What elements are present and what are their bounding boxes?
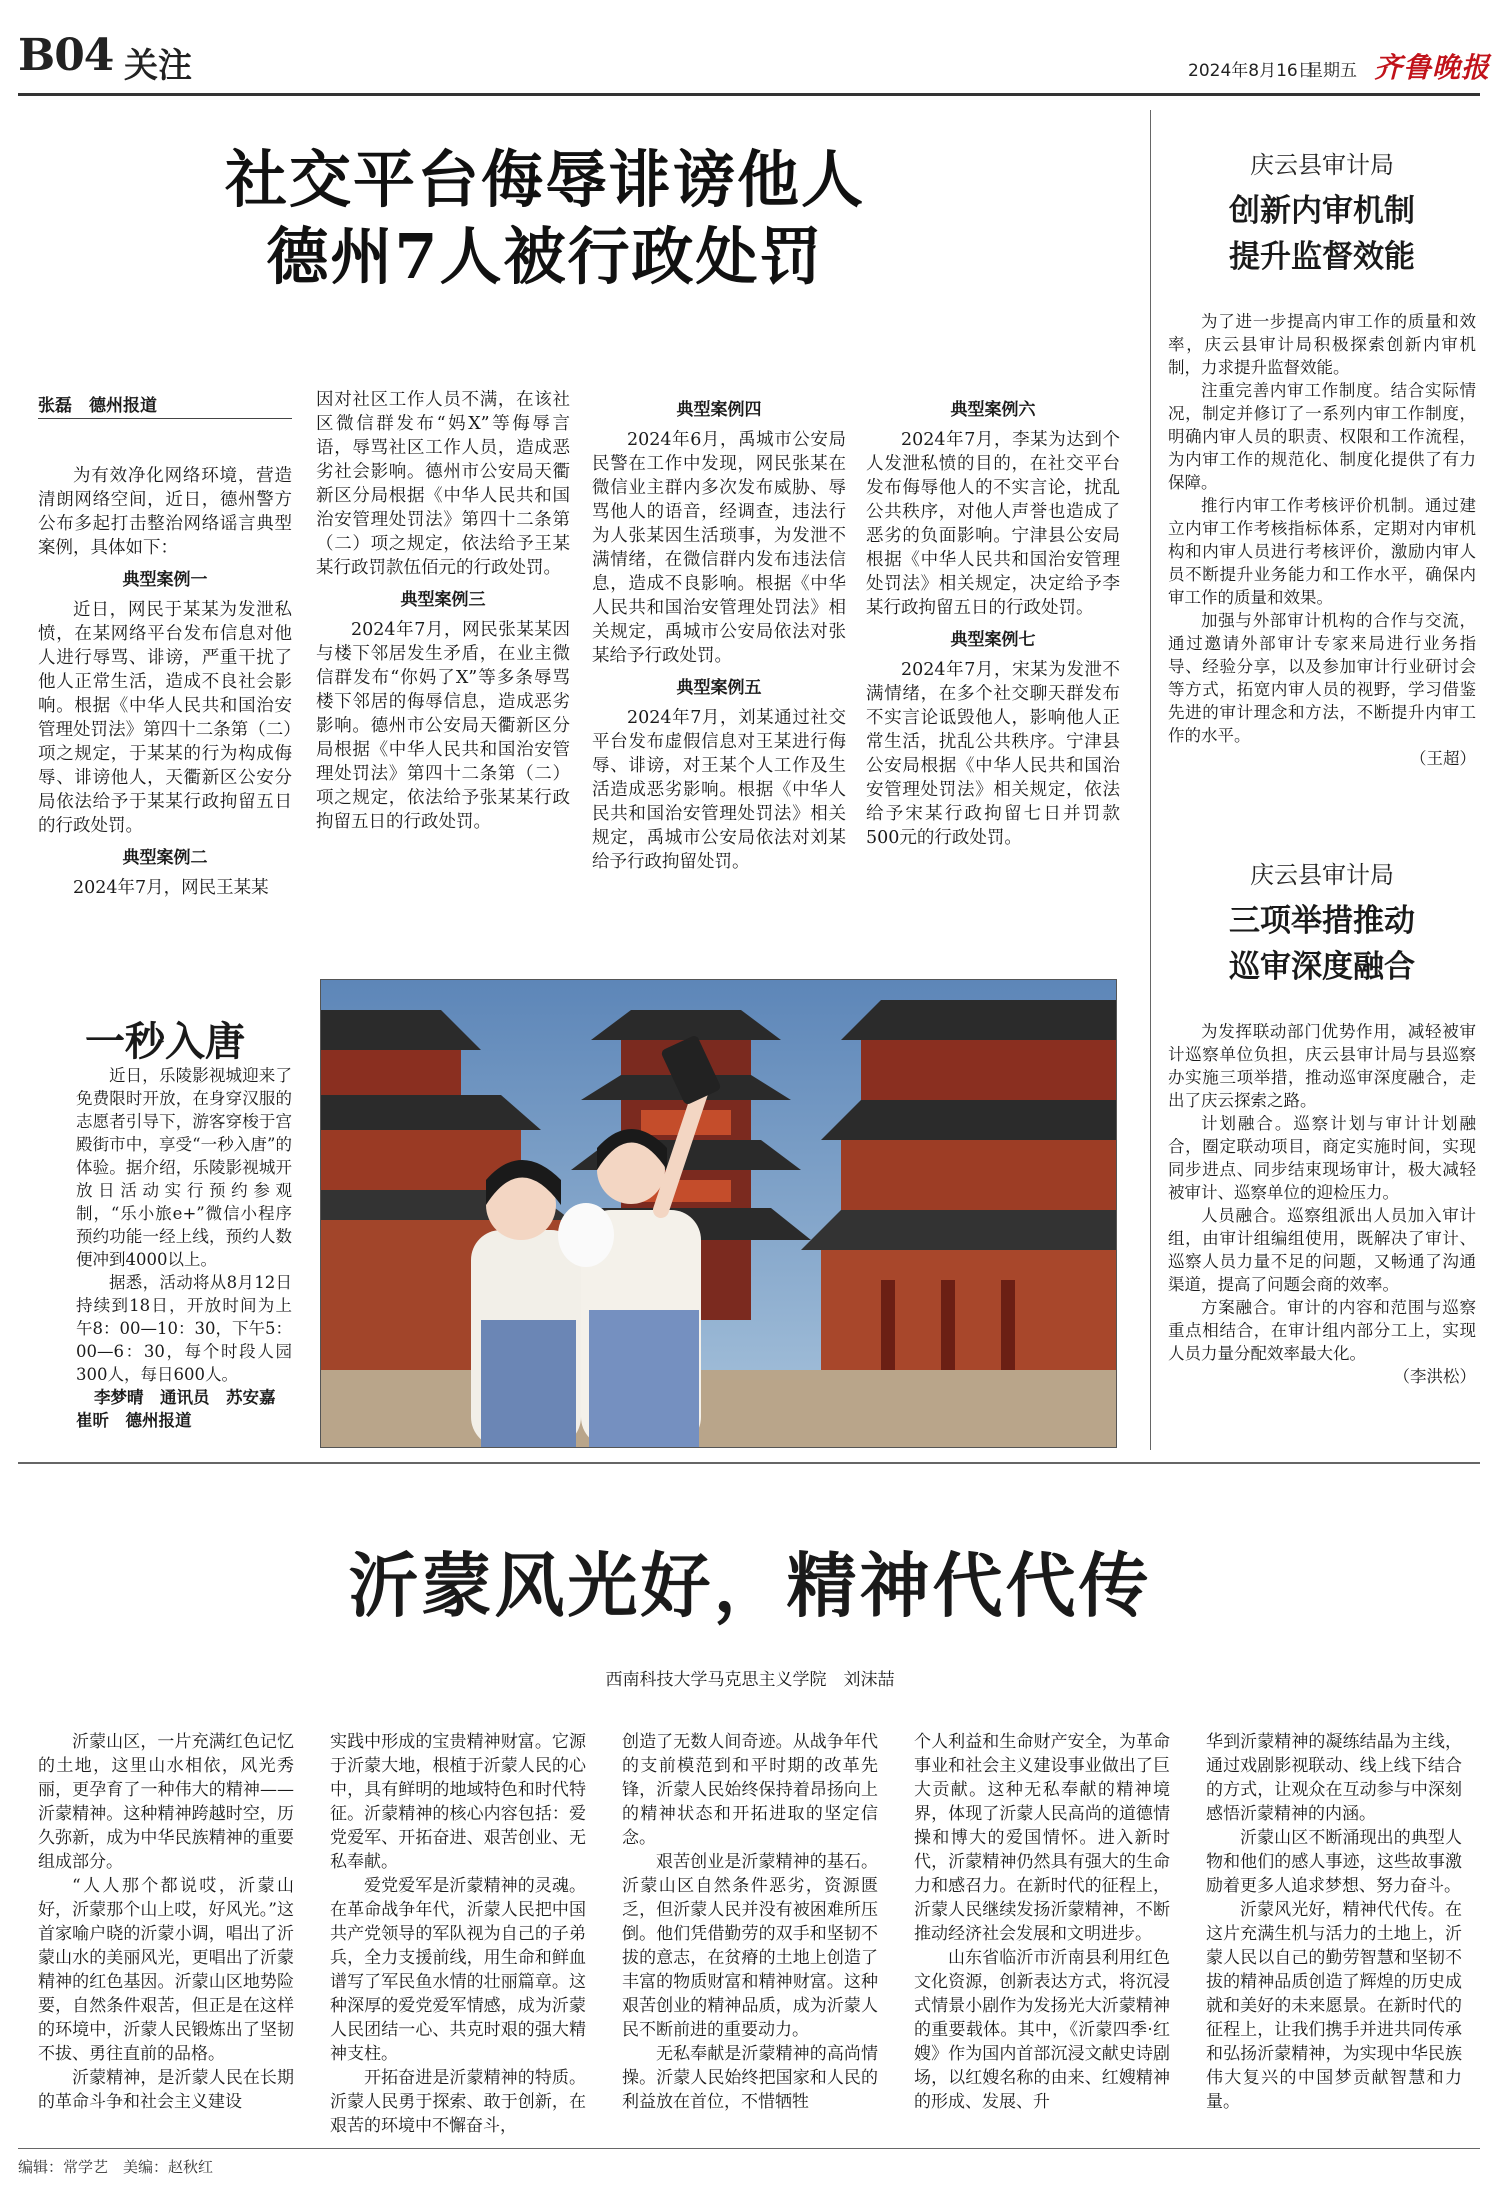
headline-line1: 社交平台侮辱诽谤他人: [224, 143, 865, 216]
article2-col5: [1206, 1730, 1462, 2114]
photo-story-p2: 据悉，活动将从8月12日持续到18日，开放时间为上午8：00—10：30，下午5：00—6：30，每个时段人园300人，每日600人。: [76, 1273, 292, 1384]
article1-col4: [866, 398, 1120, 850]
a2c4-p2: 山东省临沂市沂南县利用红色文化资源，创新表达方式，将沉浸式情景小剧作为发扬光大沂蒙精神的重要载体。其中，《沂蒙四季·红嫂》作为国内首部沉浸文献史诗剧场，以红嫂名称的由来、红嫂精神的形成、发展、升: [914, 1948, 1170, 2112]
sidebar1-title-line2: 提升监督效能: [1229, 239, 1415, 275]
case7-text: 2024年7月，宋某为发泄不满情绪，在多个社交聊天群发布不实言论诋毁他人，影响他人正常生活，扰乱公共秩序。宁津县公安局根据《中华人民共和国治安管理处罚法》相关规定，依法给予宋某行政拘留七日并罚款500元的行政处罚。: [866, 660, 1120, 848]
case4-title: 典型案例四: [676, 400, 762, 420]
a2c1-p2: “人人那个都说哎，沂蒙山好，沂蒙那个山上哎，好风光。”这首家喻户晓的沂蒙小调，唱出了沂蒙山水的美丽风光，更唱出了沂蒙精神的红色基因。沂蒙山区地势险要，自然条件艰苦，但正是在这样的环境中，沂蒙人民锻炼出了坚韧不拔、勇往直前的品格。: [38, 1876, 294, 2064]
a2c2-p2: 爱党爱军是沂蒙精神的灵魂。在革命战争年代，沂蒙人民把中国共产党领导的军队视为自己的子弟兵，全力支援前线，用生命和鲜血谱写了军民鱼水情的壮丽篇章。这种深厚的爱党爱军情感，成为沂蒙人民团结一心、共克时艰的强大精神支柱。: [330, 1876, 586, 2064]
case3-text: 2024年7月，网民张某某因与楼下邻居发生矛盾，在业主微信群发布“你妈了X”等多条辱骂楼下邻居的侮辱信息，造成恶劣影响。德州市公安局天衢新区分局根据《中华人民共和国治安管理处罚法》第四十二条第（二）项之规定，依法给予张某某行政拘留五日的行政处罚。: [316, 620, 570, 832]
case1-title: 典型案例一: [122, 570, 208, 590]
article1-byline: 张磊 德州报道: [38, 396, 157, 416]
sidebar2: [1168, 860, 1476, 1388]
case3-title: 典型案例三: [400, 590, 486, 610]
a2c3-p1: 创造了无数人间奇迹。从战争年代的支前模范到和平时期的改革先锋，沂蒙人民始终保持着昂扬向上的精神状态和开拓进取的坚定信念。: [622, 1732, 878, 1848]
issue-weekday: 星期五: [1306, 61, 1357, 81]
article1-col3: [592, 398, 846, 874]
a2c1-p3: 沂蒙精神，是沂蒙人民在长期的革命斗争和社会主义建设: [38, 2068, 294, 2112]
article2-col3: [622, 1730, 878, 2114]
section-rule: [18, 1462, 1480, 1464]
article2-byline: 西南科技大学马克思主义学院 刘沫喆: [605, 1670, 895, 1690]
sidebar2-p4: 方案融合。审计的内容和范围与巡察重点相结合，在审计组内部分工上，实现人员力量分配效率最大化。: [1168, 1298, 1476, 1363]
sidebar1-title: [1168, 188, 1476, 280]
sidebar2-p1: 为发挥联动部门优势作用，减轻被审计巡察单位负担，庆云县审计局与县巡察办实施三项举措，推动巡审深度融合，走出了庆云探索之路。: [1168, 1022, 1476, 1110]
article2-col1: [38, 1730, 294, 2114]
sidebar2-body: [1168, 1020, 1476, 1388]
article1-headline: [150, 142, 940, 296]
a2c4-p1: 个人利益和生命财产安全，为革命事业和社会主义建设事业做出了巨大贡献。这种无私奉献的精神境界，体现了沂蒙人民高尚的道德情操和博大的爱国情怀。进入新时代，沂蒙精神仍然具有强大的生命力和感召力。在新时代的征程上，沂蒙人民继续发扬沂蒙精神，不断推动经济社会发展和文明进步。: [914, 1732, 1170, 1944]
article1-col2: [316, 388, 570, 834]
photo-story-title: 一秒入唐: [85, 1018, 245, 1065]
case2-text: 2024年7月，网民王某某: [73, 878, 269, 898]
article1-col1: [38, 464, 292, 900]
sidebar-divider: [1150, 110, 1151, 1450]
sidebar1-p3: 推行内审工作考核评价机制。通过建立内审工作考核指标体系，定期对内审机构和内审人员进行考核评价，激励内审人员不断提升业务能力和工作水平，确保内审工作的质量和效果。: [1168, 496, 1476, 607]
byline-rule: [38, 418, 292, 419]
a2c2-p3: 开拓奋进是沂蒙精神的特质。沂蒙人民勇于探索、敢于创新，在艰苦的环境中不懈奋斗，: [330, 2068, 586, 2136]
sidebar1-author: （王超）: [1410, 749, 1476, 768]
sidebar2-org: 庆云县审计局: [1250, 861, 1394, 889]
case2-continued: 因对社区工作人员不满，在该社区微信群发布“妈X”等侮辱言语，辱骂社区工作人员，造成恶劣社会影响。德州市公安局天衢新区分局根据《中华人民共和国治安管理处罚法》第四十二条第（二）项之规定，依法给予王某某行政罚款伍佰元的行政处罚。: [316, 390, 570, 578]
photo-credit-1: 李梦晴 通讯员 苏安嘉: [94, 1388, 276, 1407]
case2-title: 典型案例二: [122, 848, 208, 868]
sidebar2-author: （李洪松）: [1393, 1367, 1476, 1386]
sidebar2-title: [1168, 898, 1476, 990]
sidebar1-org: 庆云县审计局: [1250, 151, 1394, 179]
tang-city-photo: [320, 979, 1117, 1448]
article2-col2: [330, 1730, 586, 2138]
sidebar1-p4: 加强与外部审计机构的合作与交流，通过邀请外部审计专家来局进行业务指导、经验分享，以及参加审计行业研讨会等方式，拓宽内审人员的视野，学习借鉴先进的审计理念和方法，不断提升内审工作的水平。: [1168, 611, 1476, 745]
a2c5-p3: 沂蒙风光好，精神代代传。在这片充满生机与活力的土地上，沂蒙人民以自己的勤劳智慧和坚韧不拔的精神品质创造了辉煌的历史成就和美好的未来愿景。在新时代的征程上，让我们携手并进共同传承和弘扬沂蒙精神，为实现中华民族伟大复兴的中国梦贡献智慧和力量。: [1206, 1900, 1462, 2112]
headline-line2: 德州7人被行政处罚: [266, 220, 824, 293]
a2c1-p1: 沂蒙山区，一片充满红色记忆的土地，这里山水相依，风光秀丽，更孕育了一种伟大的精神——沂蒙精神。这种精神跨越时空，历久弥新，成为中华民族精神的重要组成部分。: [38, 1732, 294, 1872]
a2c2-p1: 实践中形成的宝贵精神财富。它源于沂蒙大地，根植于沂蒙人民的心中，具有鲜明的地域特色和时代特征。沂蒙精神的核心内容包括：爱党爱军、开拓奋进、艰苦创业、无私奉献。: [330, 1732, 586, 1872]
case4-text: 2024年6月，禹城市公安局民警在工作中发现，网民张某在微信业主群内多次发布威胁、辱骂他人的语音，经调查，违法行为人张某因生活琐事，为发泄不满情绪，在微信群内发布违法信息，造成不良影响。根据《中华人民共和国治安管理处罚法》相关规定，禹城市公安局依法对张某给予行政处罚。: [592, 430, 846, 666]
article2-headline: 沂蒙风光好，精神代代传: [348, 1544, 1152, 1627]
header-rule: [18, 93, 1480, 96]
case1-text: 近日，网民于某某为发泄私愤，在某网络平台发布信息对他人进行辱骂、诽谤，严重干扰了他人正常生活，造成不良社会影响。根据《中华人民共和国治安管理处罚法》第四十二条第（二）项之规定，于某某的行为构成侮辱、诽谤他人，天衢新区公安分局依法给予于某某行政拘留五日的行政处罚。: [38, 600, 292, 836]
sidebar1-body: [1168, 310, 1476, 770]
case7-title: 典型案例七: [950, 630, 1036, 650]
case5-title: 典型案例五: [676, 678, 762, 698]
a2c3-p3: 无私奉献是沂蒙精神的高尚情操。沂蒙人民始终把国家和人民的利益放在首位，不惜牺牲: [622, 2044, 878, 2112]
issue-date: 2024年8月16日: [1188, 61, 1315, 81]
photo-illustration: [321, 980, 1116, 1447]
intro-paragraph: 为有效净化网络环境，营造清朗网络空间，近日，德州警方公布多起打击整治网络谣言典型案例，具体如下：: [38, 466, 292, 558]
a2c5-p1: 华到沂蒙精神的凝练结晶为主线，通过戏剧影视联动、线上线下结合的方式，让观众在互动参与中深刻感悟沂蒙精神的内涵。: [1206, 1732, 1462, 1824]
case6-title: 典型案例六: [950, 400, 1036, 420]
photo-credit-2: 崔昕 德州报道: [76, 1411, 192, 1430]
photo-story-p1: 近日，乐陵影视城迎来了免费限时开放，在身穿汉服的志愿者引导下，游客穿梭于宫殿街市中，享受“一秒入唐”的体验。据介绍，乐陵影视城开放日活动实行预约参观制，“乐小旅e+”微信小程序预约功能一经上线，预约人数便冲到4000以上。: [76, 1066, 292, 1269]
case6-text: 2024年7月，李某为达到个人发泄私愤的目的，在社交平台发布侮辱他人的不实言论，扰乱公共秩序，对他人声誉也造成了恶劣的负面影响。宁津县公安局根据《中华人民共和国治安管理处罚法》相关规定，决定给予李某行政拘留五日的行政处罚。: [866, 430, 1120, 618]
sidebar2-p3: 人员融合。巡察组派出人员加入审计组，由审计组编组使用，既解决了审计、巡察人员力量不足的问题，又畅通了沟通渠道，提高了问题会商的效率。: [1168, 1206, 1476, 1294]
sidebar1-title-line1: 创新内审机制: [1229, 193, 1415, 229]
article2-col4: [914, 1730, 1170, 2114]
footer-editor: 编辑：常学艺 美编：赵秋红: [18, 2158, 214, 2176]
sidebar2-title-line2: 巡审深度融合: [1229, 949, 1415, 985]
page-code: B04: [18, 30, 114, 81]
sidebar2-p2: 计划融合。巡察计划与审计计划融合，圈定联动项目，商定实施时间，实现同步进点、同步结束现场审计，极大减轻被审计、巡察单位的迎检压力。: [1168, 1114, 1476, 1202]
newspaper-logo: 齐鲁晚报: [1374, 51, 1491, 84]
a2c5-p2: 沂蒙山区不断涌现出的典型人物和他们的感人事迹，这些故事激励着更多人追求梦想、努力奋斗。: [1206, 1828, 1462, 1896]
sidebar1-p1: 为了进一步提高内审工作的质量和效率，庆云县审计局积极探索创新内审机制，力求提升监督效能。: [1168, 312, 1476, 377]
a2c3-p2: 艰苦创业是沂蒙精神的基石。沂蒙山区自然条件恶劣，资源匮乏，但沂蒙人民并没有被困难所压倒。他们凭借勤劳的双手和坚韧不拔的意志，在贫瘠的土地上创造了丰富的物质财富和精神财富。这种艰苦创业的精神品质，成为沂蒙人民不断前进的重要动力。: [622, 1852, 878, 2040]
photo-story-text: [76, 1064, 292, 1432]
sidebar1-p2: 注重完善内审工作制度。结合实际情况，制定并修订了一系列内审工作制度，明确内审人员的职责、权限和工作流程，为内审工作的规范化、制度化提供了有力保障。: [1168, 381, 1476, 492]
sidebar1: [1168, 150, 1476, 770]
section-name: 关注: [124, 46, 192, 86]
footer-rule: [18, 2148, 1480, 2149]
case5-text: 2024年7月，刘某通过社交平台发布虚假信息对王某进行侮辱、诽谤，对王某个人工作及生活造成恶劣影响。根据《中华人民共和国治安管理处罚法》相关规定，禹城市公安局依法对刘某给予行政拘留处罚。: [592, 708, 846, 872]
sidebar2-title-line1: 三项举措推动: [1229, 903, 1415, 939]
